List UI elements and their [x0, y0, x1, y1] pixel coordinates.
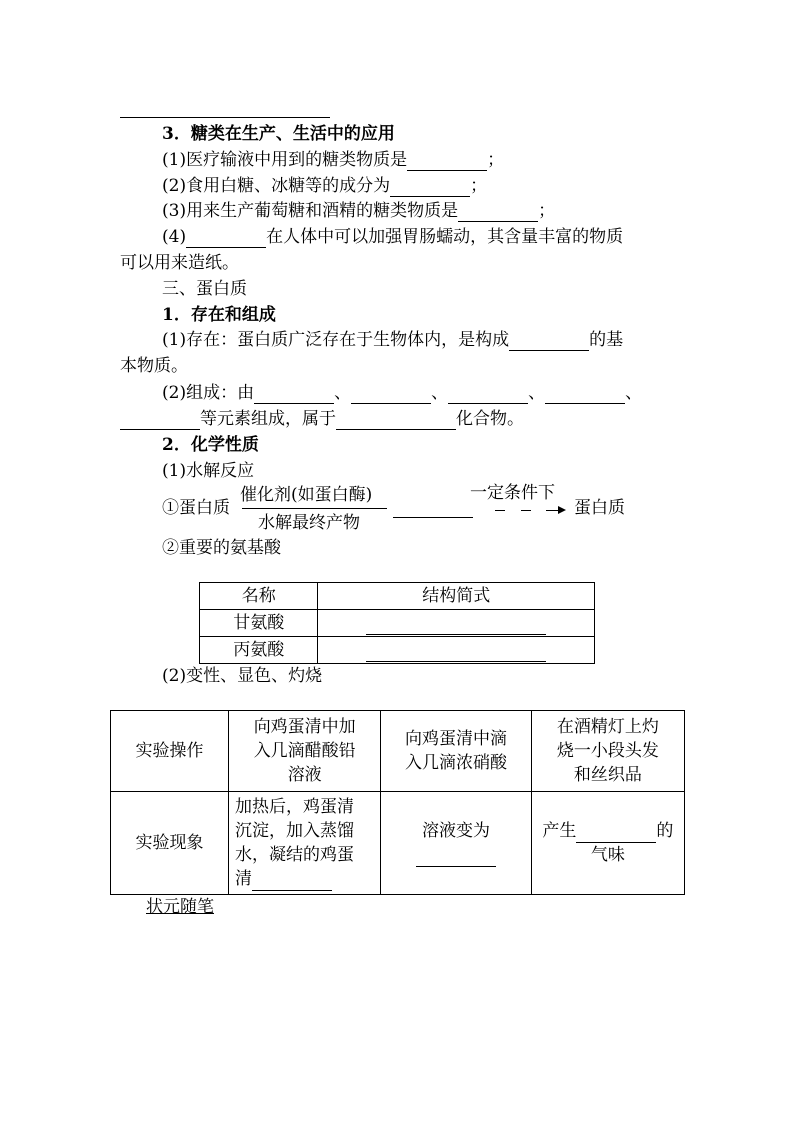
cell-line: 溶液变为 [422, 821, 491, 841]
cell-line: 气味 [590, 845, 625, 865]
experiment-table [110, 710, 685, 895]
amino-acid-heading: ②重要的氨基酸 [162, 538, 281, 558]
answer-blank[interactable] [545, 385, 625, 404]
existence-line [162, 329, 623, 351]
answer-blank[interactable] [407, 152, 487, 171]
table-cell [381, 792, 531, 895]
question-text: 在人体中可以加强胃肠蠕动，其含量丰富的物质 [266, 227, 624, 247]
question-text: 化合物。 [456, 409, 524, 429]
denature-heading: (2)变性、显色、灼烧 [162, 666, 323, 686]
cell-line: 向鸡蛋清中加 [253, 717, 356, 737]
question-text: (4) [162, 227, 187, 247]
cell-line: 和丝织品 [573, 765, 642, 785]
question-4 [162, 226, 623, 248]
table-header: 名称 [200, 583, 318, 610]
question-text: (2)组成：由 [162, 383, 255, 403]
table-cell [229, 792, 381, 895]
table-cell: 丙氨酸 [200, 637, 318, 664]
table-cell [229, 711, 381, 792]
separator: 、 [334, 383, 352, 403]
answer-blank[interactable] [416, 848, 496, 867]
cell-text: 的 [656, 821, 674, 841]
row-label: 实验现象 [111, 792, 229, 895]
separator: 、 [528, 383, 546, 403]
section-heading: 三、蛋白质 [162, 279, 247, 299]
subsection-heading: 2．化学性质 [162, 435, 259, 455]
cell-line: 沉淀，加入蒸馏 [235, 821, 355, 841]
answer-blank[interactable] [351, 385, 431, 404]
question-text: 等元素组成，属于 [200, 409, 336, 429]
reaction-arrow [242, 508, 387, 509]
question-text: (3)用来生产葡萄糖和酒精的糖类物质是 [162, 201, 459, 221]
cell-line [235, 867, 380, 891]
answer-blank[interactable] [336, 411, 456, 430]
cell-line [381, 843, 530, 867]
answer-blank[interactable] [254, 385, 334, 404]
condition-label: 一定条件下 [470, 483, 555, 503]
table-cell [381, 711, 531, 792]
question-text: ； [487, 150, 505, 170]
answer-blank[interactable] [458, 203, 538, 222]
answer-blank[interactable] [509, 332, 589, 351]
answer-blank[interactable] [366, 616, 546, 635]
composition-line-continued [120, 408, 524, 430]
cell-line: 入几滴醋酸铅 [253, 741, 356, 761]
question-text: ； [538, 201, 556, 221]
reaction-blank-wrap [393, 496, 473, 518]
arrowhead [558, 506, 566, 514]
cell-line: 溶液 [287, 765, 322, 785]
question-text: 的基 [589, 330, 624, 350]
answer-blank[interactable] [366, 643, 546, 662]
answer-blank[interactable] [448, 385, 528, 404]
footer-link[interactable]: 状元随笔 [146, 897, 214, 917]
section-heading: 3．糖类在生产、生活中的应用 [162, 124, 395, 144]
separator: 、 [625, 383, 643, 403]
question-2 [162, 175, 487, 197]
cell-line: 烧一小段头发 [556, 741, 659, 761]
question-1 [162, 149, 504, 171]
answer-blank[interactable] [186, 229, 266, 248]
cell-line: 加热后，鸡蛋清 [235, 797, 355, 817]
separator: 、 [431, 383, 449, 403]
hydrolysis-heading: (1)水解反应 [162, 461, 255, 481]
question-text: ； [470, 176, 488, 196]
existence-line-continued: 本物质。 [120, 356, 188, 376]
table-cell [531, 711, 684, 792]
answer-blank[interactable] [576, 824, 656, 843]
subsection-heading: 1．存在和组成 [162, 305, 276, 325]
catalyst-label: 催化剂(如蛋白酶) [240, 485, 373, 505]
cell-line: 在酒精灯上灼 [556, 717, 659, 737]
top-rule [120, 117, 330, 118]
hydrolysis-product-label: 水解最终产物 [258, 513, 360, 533]
cell-text: 清 [235, 869, 253, 889]
question-text: (2)食用白糖、冰糖等的成分为 [162, 176, 391, 196]
reaction-product: 蛋白质 [574, 498, 625, 518]
cell-line: 入几滴浓硝酸 [405, 753, 508, 773]
answer-blank[interactable] [252, 872, 332, 891]
dashed-arrow-segment [495, 510, 505, 511]
table-header: 结构简式 [318, 583, 595, 610]
cell-line: 向鸡蛋清中滴 [405, 729, 508, 749]
question-3 [162, 200, 555, 222]
question-4-continued: 可以用来造纸。 [120, 253, 239, 273]
answer-blank[interactable] [120, 411, 200, 430]
table-cell [531, 792, 684, 895]
cell-text: 产生 [542, 821, 577, 841]
cell-line [532, 819, 684, 843]
dashed-arrow-segment [521, 510, 531, 511]
table-cell: 甘氨酸 [200, 610, 318, 637]
cell-line: 水，凝结的鸡蛋 [235, 845, 355, 865]
amino-acid-table [199, 582, 595, 664]
table-cell [318, 610, 595, 637]
question-text: (1)存在：蛋白质广泛存在于生物体内，是构成 [162, 330, 510, 350]
reaction-reactant: ①蛋白质 [162, 498, 230, 518]
composition-line [162, 382, 642, 404]
question-text: (1)医疗输液中用到的糖类物质是 [162, 150, 408, 170]
answer-blank[interactable] [390, 178, 470, 197]
answer-blank[interactable] [393, 499, 473, 518]
table-cell [318, 637, 595, 664]
row-label: 实验操作 [111, 711, 229, 792]
